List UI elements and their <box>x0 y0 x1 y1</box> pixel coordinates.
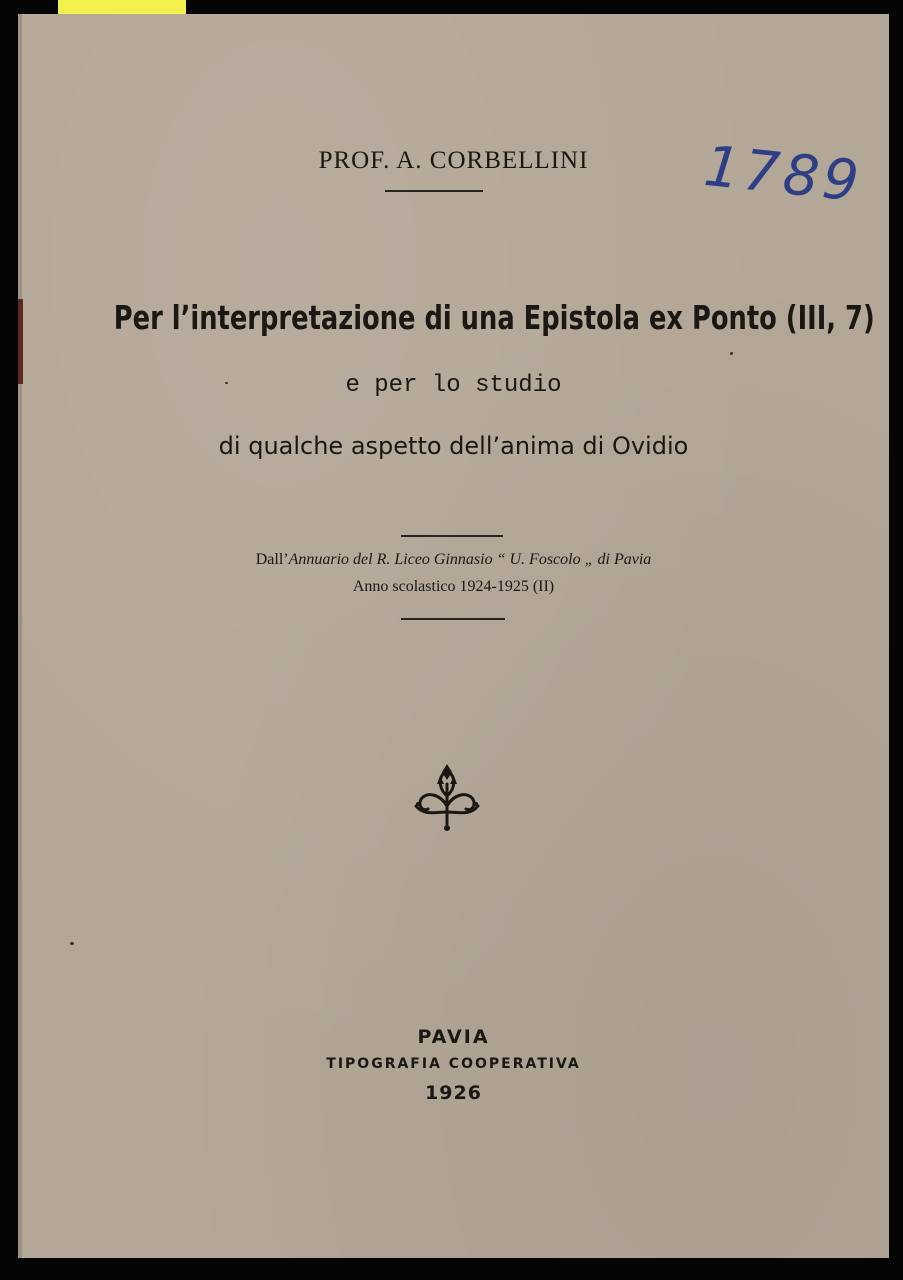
imprint-year: 1926 <box>425 1082 482 1104</box>
author-divider <box>385 190 483 192</box>
source-divider-top <box>401 535 503 537</box>
source-annuario: Annuario del R. Liceo Ginnasio <box>288 551 493 568</box>
paper-speck <box>70 942 74 945</box>
school-year-line: Anno scolastico 1924-1925 (II) <box>352 578 555 595</box>
subtitle-line-1: e per lo studio <box>345 372 562 399</box>
source-school: “ U. Foscolo „ <box>492 551 598 568</box>
yellow-tab-marker <box>58 0 186 14</box>
fleuron-ornament-icon <box>410 762 484 832</box>
document-cover-page <box>18 14 889 1258</box>
document-title: Per l’interpretazione di una Epistola ex Ponto (III, 7) <box>113 298 875 337</box>
author-name: PROF. A. CORBELLINI <box>318 147 589 174</box>
imprint-printer: TIPOGRAFIA COOPERATIVA <box>326 1056 581 1072</box>
subtitle-line-2: di qualche aspetto dell’anima di Ovidio <box>218 432 689 460</box>
source-divider-bottom <box>401 618 505 620</box>
imprint-city: PAVIA <box>417 1026 490 1048</box>
source-city: di Pavia <box>597 551 652 568</box>
paper-speck <box>225 382 228 384</box>
paper-speck <box>730 352 733 355</box>
source-line <box>18 551 889 569</box>
source-prefix: Dall’ <box>255 551 289 568</box>
handwritten-catalog-number: 1789 <box>701 133 866 216</box>
